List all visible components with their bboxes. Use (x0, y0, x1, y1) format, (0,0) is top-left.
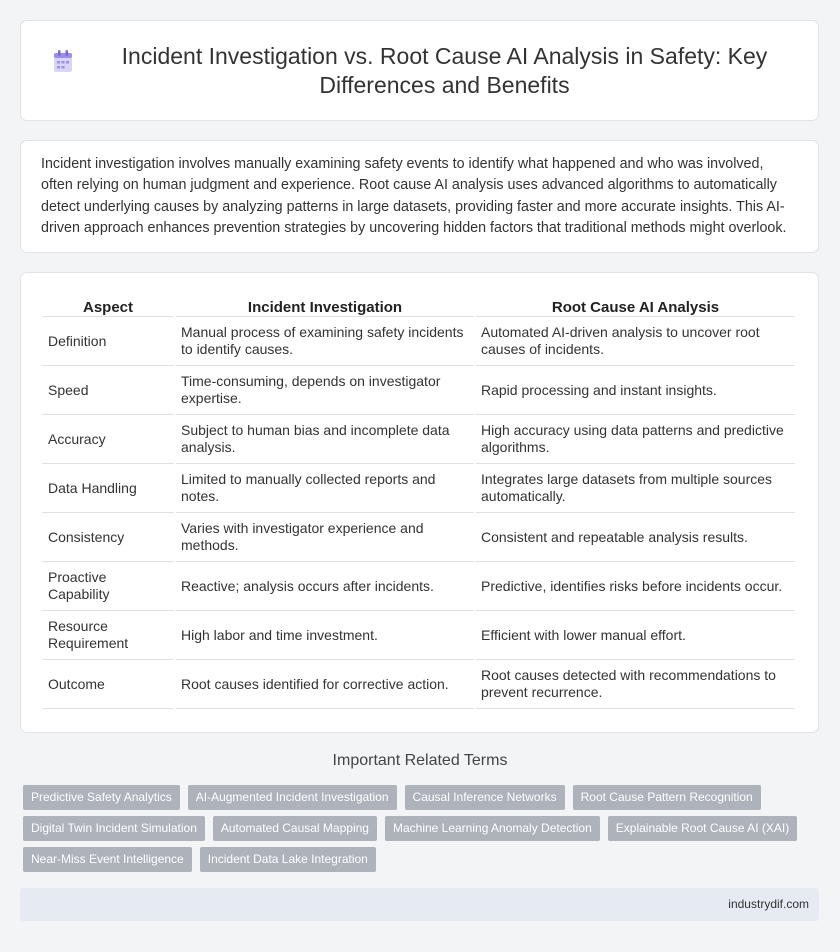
table-row (42, 562, 795, 611)
footer-bar (20, 888, 819, 921)
aspect-cell: Definition (42, 317, 174, 366)
header-root-cause-ai: Root Cause AI Analysis (476, 294, 795, 317)
incident-cell: High labor and time investment. (176, 611, 474, 660)
ai-cell: Consistent and repeatable analysis results. (476, 513, 795, 562)
incident-cell: Manual process of examining safety incidents to identify causes. (176, 317, 474, 366)
table-header-row (42, 294, 795, 317)
ai-cell: Automated AI-driven analysis to uncover root causes of incidents. (476, 317, 795, 366)
intro-text: Incident investigation involves manually examining safety events to identify what happened and who was involved, often relying on human judgment and experience. Root cause AI analysis uses advanced algorithms to automatically detect underlying causes by analyzing patterns in large datasets, providing faster and more accurate insights. This AI-driven approach enhances prevention strategies by uncovering hidden factors that traditional methods might overlook. (41, 156, 787, 237)
related-terms-title: Important Related Terms (332, 752, 508, 769)
incident-cell: Varies with investigator experience and methods. (176, 513, 474, 562)
table-row (42, 317, 795, 366)
aspect-cell: Speed (42, 366, 174, 415)
ai-cell: Predictive, identifies risks before incidents occur. (476, 562, 795, 611)
related-term-tag[interactable]: Near-Miss Event Intelligence (23, 847, 192, 872)
related-term-tag[interactable]: Predictive Safety Analytics (23, 785, 180, 810)
aspect-cell: Resource Requirement (42, 611, 174, 660)
table-row (42, 513, 795, 562)
incident-cell: Reactive; analysis occurs after incidents. (176, 562, 474, 611)
intro-card (20, 140, 819, 253)
ai-cell: Rapid processing and instant insights. (476, 366, 795, 415)
table-row (42, 660, 795, 709)
footer-site[interactable]: industrydif.com (728, 897, 809, 911)
aspect-cell: Data Handling (42, 464, 174, 513)
table-row (42, 366, 795, 415)
incident-cell: Subject to human bias and incomplete data analysis. (176, 415, 474, 464)
related-term-tag[interactable]: Machine Learning Anomaly Detection (385, 816, 600, 841)
related-term-tag[interactable]: Automated Causal Mapping (213, 816, 377, 841)
header-aspect: Aspect (42, 294, 174, 317)
comparison-table-card (20, 272, 819, 733)
related-term-tag[interactable]: Incident Data Lake Integration (200, 847, 376, 872)
table-row (42, 611, 795, 660)
table-row (42, 464, 795, 513)
related-term-tag[interactable]: AI-Augmented Incident Investigation (188, 785, 397, 810)
header-card (20, 20, 819, 121)
header-incident-investigation: Incident Investigation (176, 294, 474, 317)
ai-cell: High accuracy using data patterns and predictive algorithms. (476, 415, 795, 464)
related-term-tag[interactable]: Digital Twin Incident Simulation (23, 816, 205, 841)
ai-cell: Integrates large datasets from multiple sources automatically. (476, 464, 795, 513)
aspect-cell: Outcome (42, 660, 174, 709)
document-icon (50, 48, 76, 74)
comparison-table (40, 294, 797, 709)
aspect-cell: Consistency (42, 513, 174, 562)
related-term-tag[interactable]: Explainable Root Cause AI (XAI) (608, 816, 797, 841)
related-term-tag[interactable]: Root Cause Pattern Recognition (573, 785, 761, 810)
aspect-cell: Accuracy (42, 415, 174, 464)
page-title: Incident Investigation vs. Root Cause AI Analysis in Safety: Key Differences and Benefits (121, 42, 768, 98)
table-row (42, 415, 795, 464)
ai-cell: Efficient with lower manual effort. (476, 611, 795, 660)
incident-cell: Limited to manually collected reports and notes. (176, 464, 474, 513)
related-term-tag[interactable]: Causal Inference Networks (405, 785, 565, 810)
aspect-cell: Proactive Capability (42, 562, 174, 611)
incident-cell: Root causes identified for corrective action. (176, 660, 474, 709)
ai-cell: Root causes detected with recommendations to prevent recurrence. (476, 660, 795, 709)
incident-cell: Time-consuming, depends on investigator expertise. (176, 366, 474, 415)
related-terms-tags (23, 785, 813, 872)
